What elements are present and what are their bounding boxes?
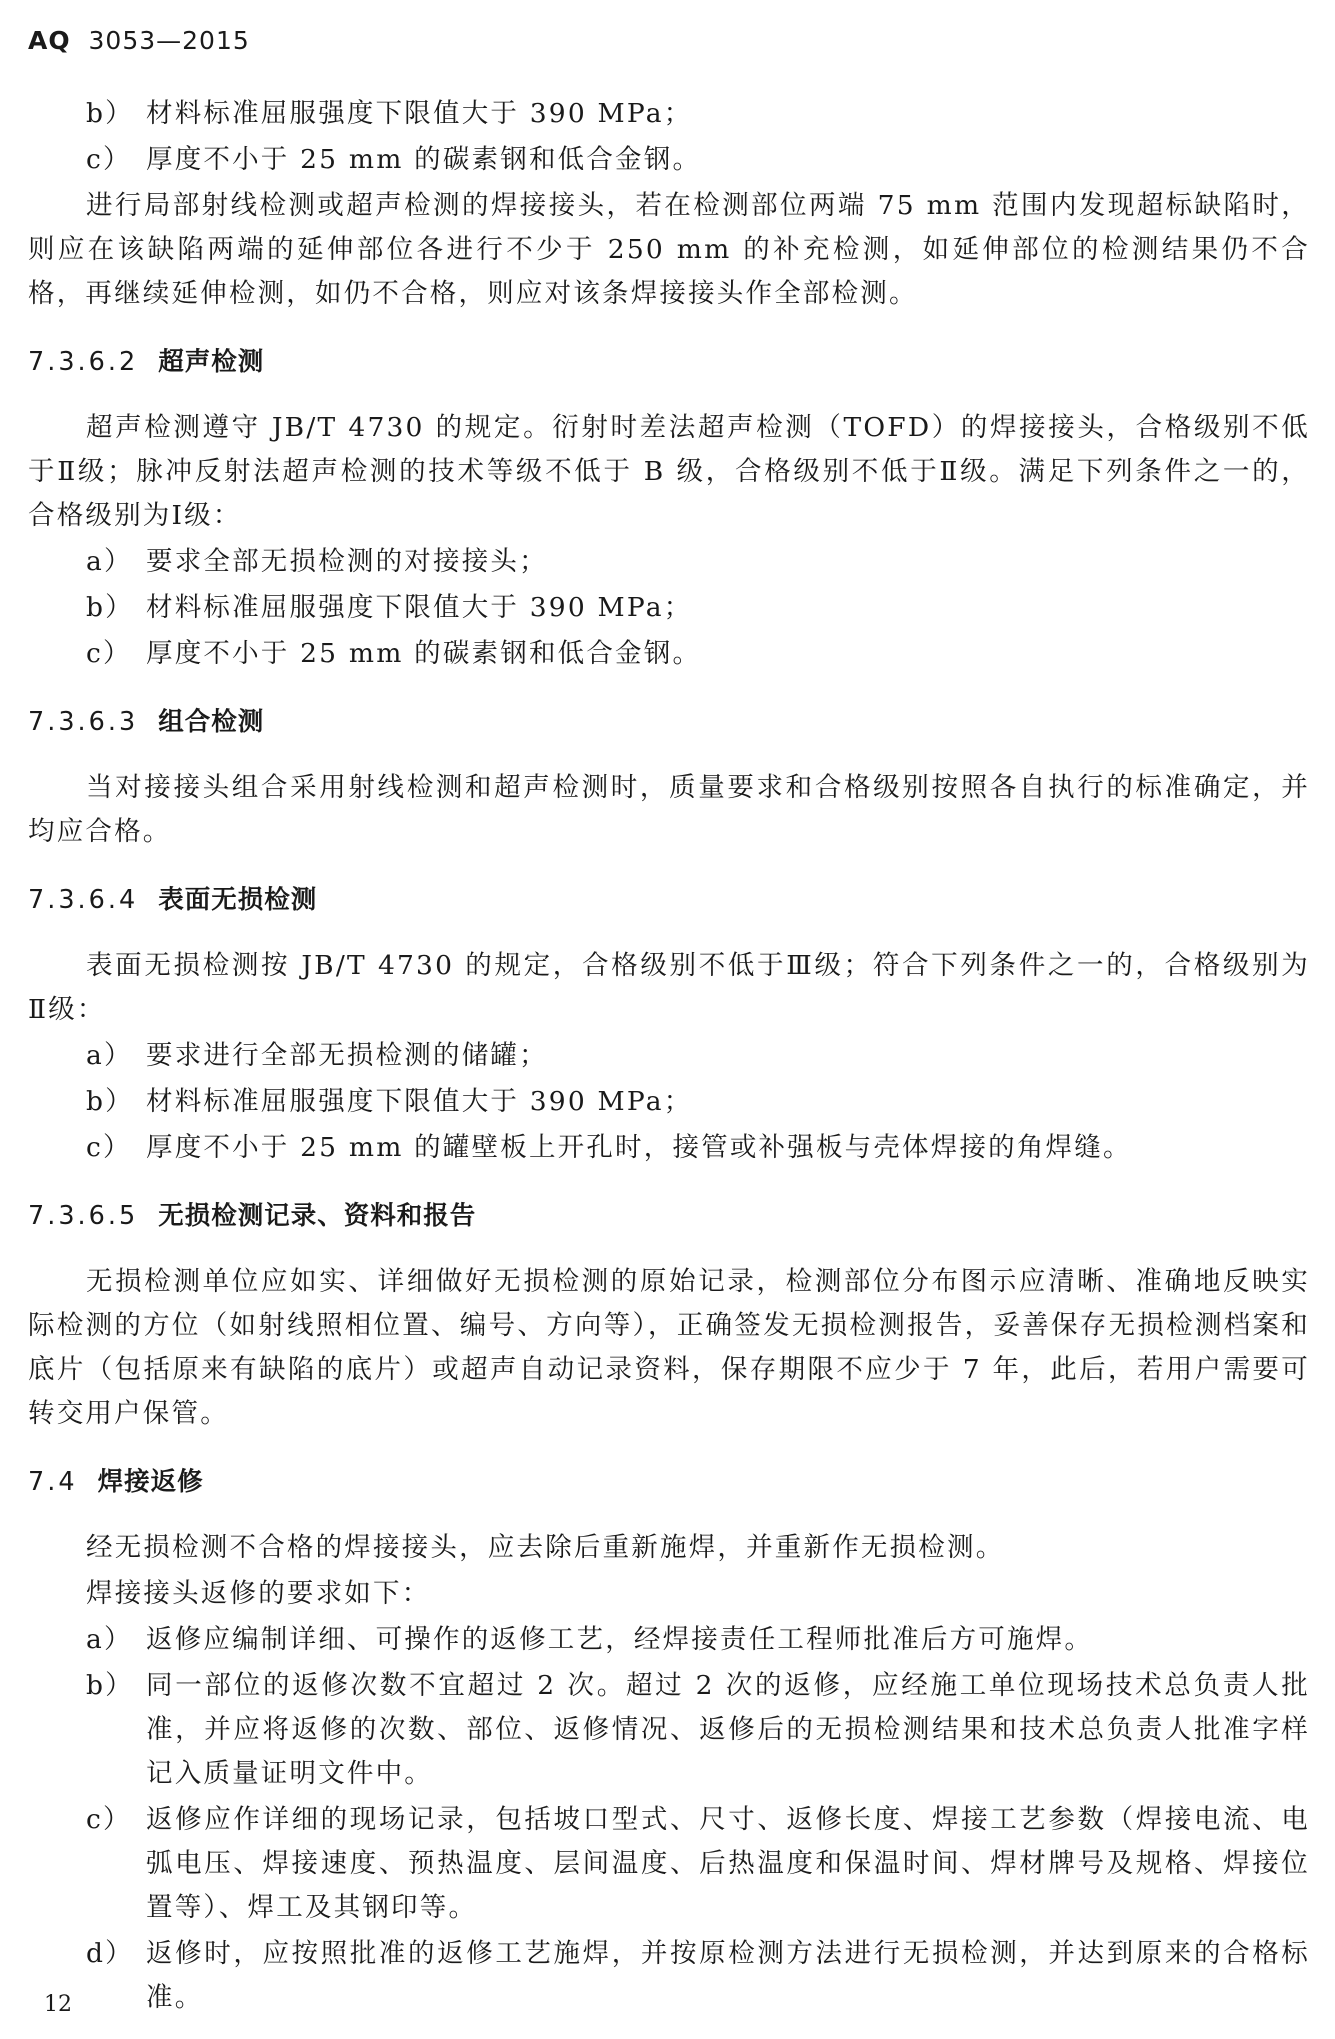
list-item xyxy=(28,1798,1310,1930)
list-item-text: 材料标准屈服强度下限值大于 390 MPa； xyxy=(146,1086,693,1117)
list-item xyxy=(28,1618,1310,1662)
section-heading xyxy=(28,340,1310,384)
list-item-text: 材料标准屈服强度下限值大于 390 MPa； xyxy=(146,592,693,623)
list-item-text: 返修应编制详细、可操作的返修工艺，经焊接责任工程师批准后方可施焊。 xyxy=(146,1624,1094,1655)
section-number: 7.3.6.2 xyxy=(28,347,139,377)
standard-header xyxy=(28,26,250,55)
paragraph: 无损检测单位应如实、详细做好无损检测的原始记录，检测部位分布图示应清晰、准确地反映实际检测的方位（如射线照相位置、编号、方向等），正确签发无损检测报告，妥善保存无损检测档案和底片（包括原来有缺陷的底片）或超声自动记录资料，保存期限不应少于 7 年，此后，若用户需要可转交用户保管。 xyxy=(28,1266,1310,1429)
section-heading xyxy=(28,1460,1310,1504)
list-item-marker: d） xyxy=(86,1938,134,1969)
list-item-text: 厚度不小于 25 mm 的碳素钢和低合金钢。 xyxy=(146,638,702,669)
section-heading xyxy=(28,878,1310,922)
list-item-text: 材料标准屈服强度下限值大于 390 MPa； xyxy=(146,98,693,129)
list-item-marker: c） xyxy=(86,144,132,175)
list-item xyxy=(28,1932,1310,2020)
paragraph: 超声检测遵守 JB/T 4730 的规定。衍射时差法超声检测（TOFD）的焊接接头，合格级别不低于Ⅱ级；脉冲反射法超声检测的技术等级不低于 B 级，合格级别不低于Ⅱ级。满足下列条件之一的，合格级别为Ⅰ级： xyxy=(28,412,1310,531)
list-item xyxy=(28,1664,1310,1796)
list-item-marker: b） xyxy=(86,592,134,623)
standard-code: AQ xyxy=(28,26,71,55)
list-item-text: 要求进行全部无损检测的储罐； xyxy=(146,1040,548,1071)
section-number: 7.3.6.3 xyxy=(28,707,139,737)
section-title: 超声检测 xyxy=(158,347,265,377)
list-item-text: 返修时，应按照批准的返修工艺施焊，并按原检测方法进行无损检测，并达到原来的合格标准。 xyxy=(146,1938,1310,2013)
list-item-marker: b） xyxy=(86,98,134,129)
list-item-text: 同一部位的返修次数不宜超过 2 次。超过 2 次的返修，应经施工单位现场技术总负责人批准，并应将返修的次数、部位、返修情况、返修后的无损检测结果和技术总负责人批准字样记入质量证明文件中。 xyxy=(146,1670,1310,1789)
section-title: 表面无损检测 xyxy=(158,885,318,915)
list-item-marker: c） xyxy=(86,638,132,669)
section-number: 7.4 xyxy=(28,1467,78,1497)
paragraph: 焊接接头返修的要求如下： xyxy=(86,1578,431,1609)
list-item xyxy=(28,138,1310,182)
list-item-text: 返修应作详细的现场记录，包括坡口型式、尺寸、返修长度、焊接工艺参数（焊接电流、电弧电压、焊接速度、预热温度、层间温度、后热温度和保温时间、焊材牌号及规格、焊接位置等）、焊工及其钢印等。 xyxy=(146,1804,1310,1923)
list-item xyxy=(28,92,1310,136)
section-number: 7.3.6.4 xyxy=(28,885,139,915)
list-item xyxy=(28,586,1310,630)
list-item xyxy=(28,540,1310,584)
list-item-marker: c） xyxy=(86,1132,132,1163)
list-item xyxy=(28,1126,1310,1170)
section-title: 组合检测 xyxy=(158,707,265,737)
page-number: 12 xyxy=(44,1992,72,2017)
paragraph: 进行局部射线检测或超声检测的焊接接头，若在检测部位两端 75 mm 范围内发现超标缺陷时，则应在该缺陷两端的延伸部位各进行不少于 250 mm 的补充检测，如延伸部位的检测结果仍不合格，再继续延伸检测，如仍不合格，则应对该条焊接接头作全部检测。 xyxy=(28,190,1310,309)
list-item xyxy=(28,632,1310,676)
list-item-text: 要求全部无损检测的对接接头； xyxy=(146,546,548,577)
list-item-marker: b） xyxy=(86,1086,134,1117)
list-item-marker: a） xyxy=(86,1624,133,1655)
section-heading xyxy=(28,1194,1310,1238)
paragraph: 当对接接头组合采用射线检测和超声检测时，质量要求和合格级别按照各自执行的标准确定，并均应合格。 xyxy=(28,772,1310,847)
list-item-marker: a） xyxy=(86,546,133,577)
paragraph: 经无损检测不合格的焊接接头，应去除后重新施焊，并重新作无损检测。 xyxy=(86,1532,1005,1563)
section-title: 焊接返修 xyxy=(97,1467,204,1497)
section-title: 无损检测记录、资料和报告 xyxy=(158,1201,477,1231)
standard-number: 3053—2015 xyxy=(88,26,250,55)
section-number: 7.3.6.5 xyxy=(28,1201,139,1231)
list-item xyxy=(28,1080,1310,1124)
list-item-marker: c） xyxy=(86,1804,132,1835)
list-item-text: 厚度不小于 25 mm 的碳素钢和低合金钢。 xyxy=(146,144,702,175)
document-body xyxy=(28,92,1310,2022)
paragraph: 表面无损检测按 JB/T 4730 的规定，合格级别不低于Ⅲ级；符合下列条件之一的，合格级别为Ⅱ级： xyxy=(28,950,1310,1025)
list-item-marker: b） xyxy=(86,1670,134,1701)
list-item-marker: a） xyxy=(86,1040,133,1071)
section-heading xyxy=(28,700,1310,744)
list-item xyxy=(28,1034,1310,1078)
list-item-text: 厚度不小于 25 mm 的罐壁板上开孔时，接管或补强板与壳体焊接的角焊缝。 xyxy=(146,1132,1132,1163)
